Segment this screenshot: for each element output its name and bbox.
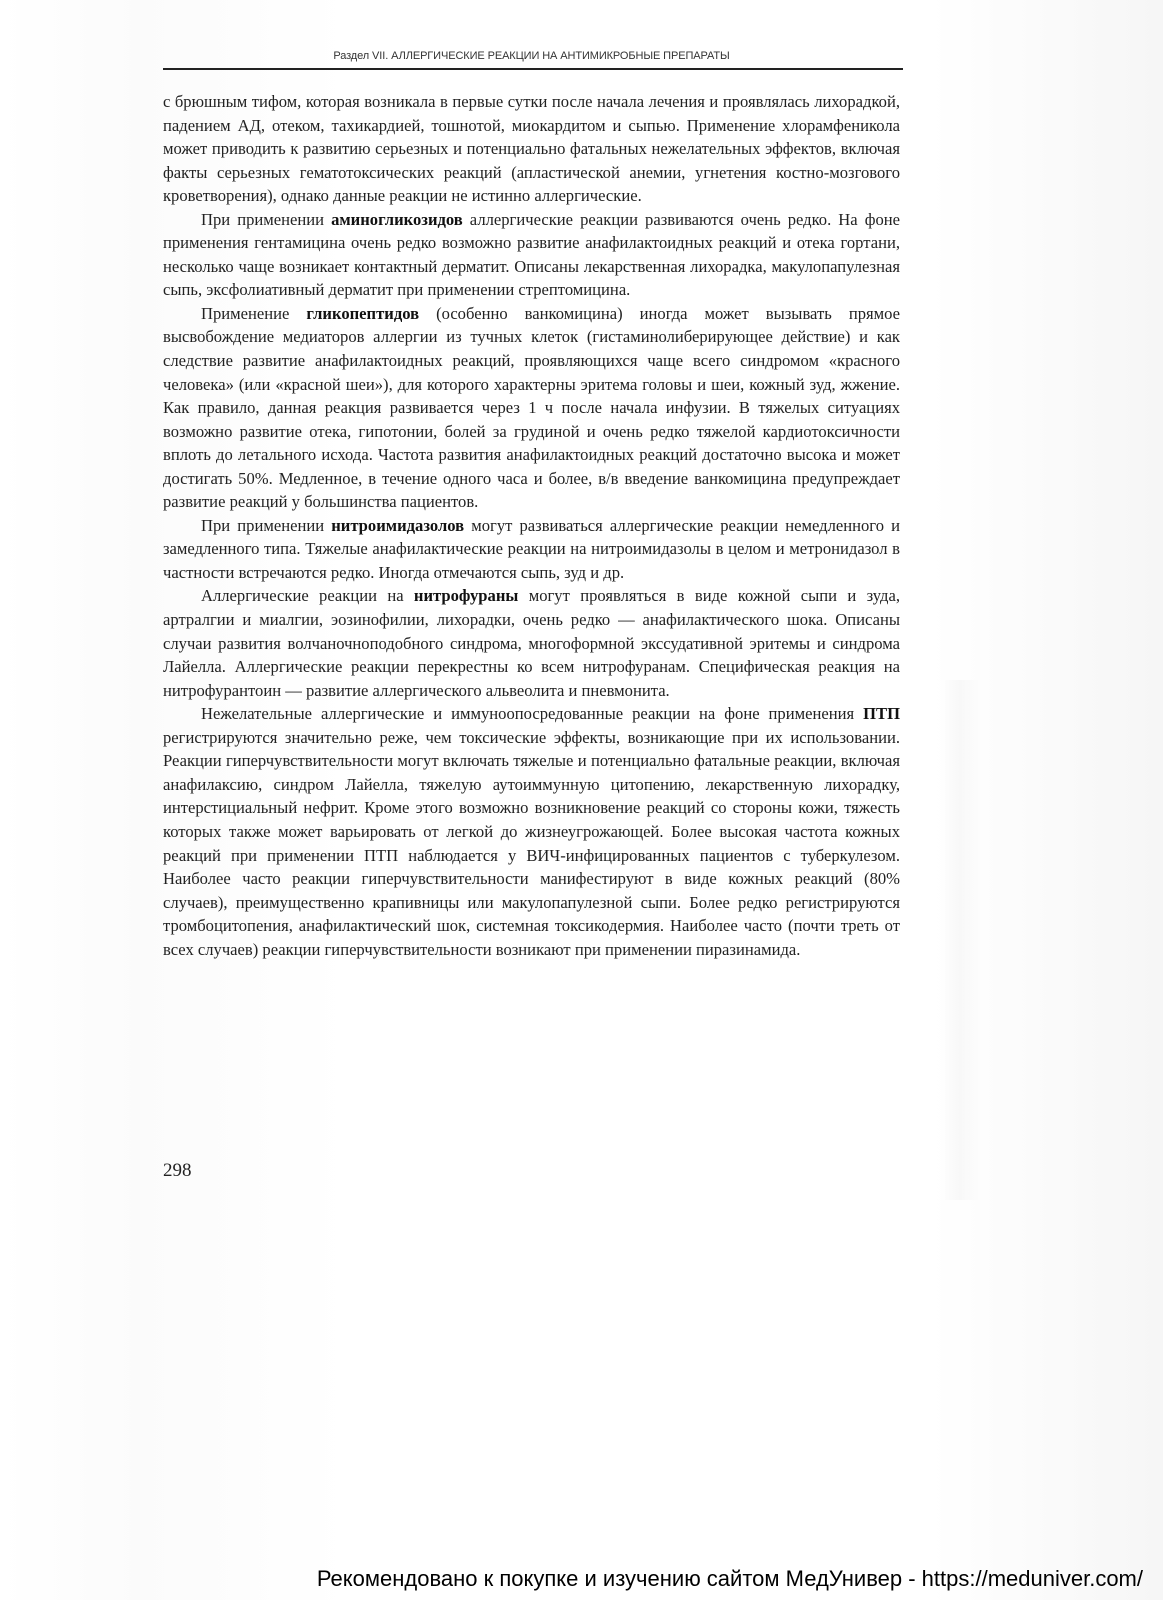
paragraph xyxy=(163,208,900,302)
paragraph xyxy=(163,90,900,208)
paragraph-text: с брюшным тифом, которая возникала в первые сутки после начала лечения и проявлялась лихорадкой, падением АД, отеком, тахикардией, тошнотой, миокардитом и сыпью. Применение хлорамфеникола может приводить к развитию серьезных и потенциально фатальных нежелательных эффектов, включая факты серьезных гематотоксических реакций (апластической анемии, угнетения костно-мозгового кроветворения), однако данные реакции не истинно аллергические. xyxy=(163,92,900,206)
bold-term: нитроимидазолов xyxy=(331,515,465,535)
paragraph-text: (особенно ванкомицина) иногда может вызывать прямое высвобождение медиаторов аллергии из тучных клеток (гистаминолиберирующее действие) и как следствие развитие анафилактоидных реакций, проявляющихся чаще всего синдромом «красного человека» (или «красной шеи»), для которого характерны эритема головы и шеи, кожный зуд, жжение. Как правило, данная реакция развивается через 1 ч после начала инфузии. В тяжелых ситуациях возможно развитие отека, гипотонии, болей за грудиной и очень редко тяжелой кардиотоксичности вплоть до летального исхода. Частота развития анафилактоидных реакций достаточно высока и может достигать 50%. Медленное, в течение одного часа и более, в/в введение ванкомицина предупреждает развитие реакций у большинства пациентов. xyxy=(163,303,901,512)
paragraph xyxy=(163,702,900,961)
bold-term: аминогликозидов xyxy=(331,209,463,229)
paragraph-text: Нежелательные аллергические и иммуноопосредованные реакции на фоне применения xyxy=(201,704,864,724)
paragraph-text: могут развиваться аллергические реакции немедленного и замедленного типа. Тяжелые анафилактические реакции на нитроимидазолы в целом и метронидазол в частности встречаются редко. Иногда отмечаются сыпь, зуд и др. xyxy=(163,515,900,582)
page-number: 298 xyxy=(163,1160,192,1181)
paragraph-text: Аллергические реакции на xyxy=(201,586,414,606)
scan-shadow xyxy=(940,680,980,1200)
paragraph xyxy=(163,514,900,585)
bold-term: ПТП xyxy=(863,704,900,724)
paragraph-text: регистрируются значительно реже, чем токсические эффекты, возникающие при их использовании. Реакции гиперчувствительности могут включать тяжелые и потенциально фатальные реакции, включая анафилаксию, синдром Лайелла, тяжелую аутоиммунную цитопению, лекарственную лихорадку, интерстициальный нефрит. Кроме этого возможно возникновение реакций со стороны кожи, тяжесть которых также может варьировать от легкой до жизнеугрожающей. Более высокая частота кожных реакций при применении ПТП наблюдается у ВИЧ-инфицированных пациентов с туберкулезом. Наиболее часто реакции гиперчувствительности манифестируют в виде кожных реакций (80% случаев), преимущественно крапивницы или макулопапулезной сыпи. Более редко регистрируются тромбоцитопения, анафилактический шок, системная токсикодермия. Наиболее часто (почти треть от всех случаев) реакции гиперчувствительности возникают при применении пиразинамида. xyxy=(163,727,900,959)
header-rule xyxy=(163,68,903,70)
bold-term: нитрофураны xyxy=(413,586,519,606)
paragraph xyxy=(163,584,900,702)
paragraph-text: аллергические реакции развиваются очень редко. На фоне применения гентамицина очень редко возможно развитие анафилактоидных реакций и отека гортани, несколько чаще возникает контактный дерматит. Описаны лекарственная лихорадка, макулопапулезная сыпь, эксфолиативный дерматит при применении стрептомицина. xyxy=(163,209,900,300)
body-text xyxy=(163,90,900,961)
paragraph-text: При применении xyxy=(201,209,332,229)
paragraph-text: Применение xyxy=(201,303,307,323)
paragraph xyxy=(163,302,900,514)
running-head: Раздел VII. АЛЛЕРГИЧЕСКИЕ РЕАКЦИИ НА АНТИМИКРОБНЫЕ ПРЕПАРАТЫ xyxy=(333,50,730,62)
footer-note[interactable]: Рекомендовано к покупке и изучению сайтом МедУнивер - https://meduniver.com/ xyxy=(316,1566,1143,1591)
bold-term: гликопептидов xyxy=(306,303,420,323)
paragraph-text: могут проявляться в виде кожной сыпи и зуда, артралгии и миалгии, эозинофилии, лихорадки, очень редко — анафилактического шока. Описаны случаи развития волчаночноподобного синдрома, многоформной экссудативной эритемы и синдрома Лайелла. Аллергические реакции перекрестны ко всем нитрофуранам. Специфическая реакция на нитрофурантоин — развитие аллергического альвеолита и пневмонита. xyxy=(163,586,900,700)
paragraph-text: При применении xyxy=(201,515,332,535)
